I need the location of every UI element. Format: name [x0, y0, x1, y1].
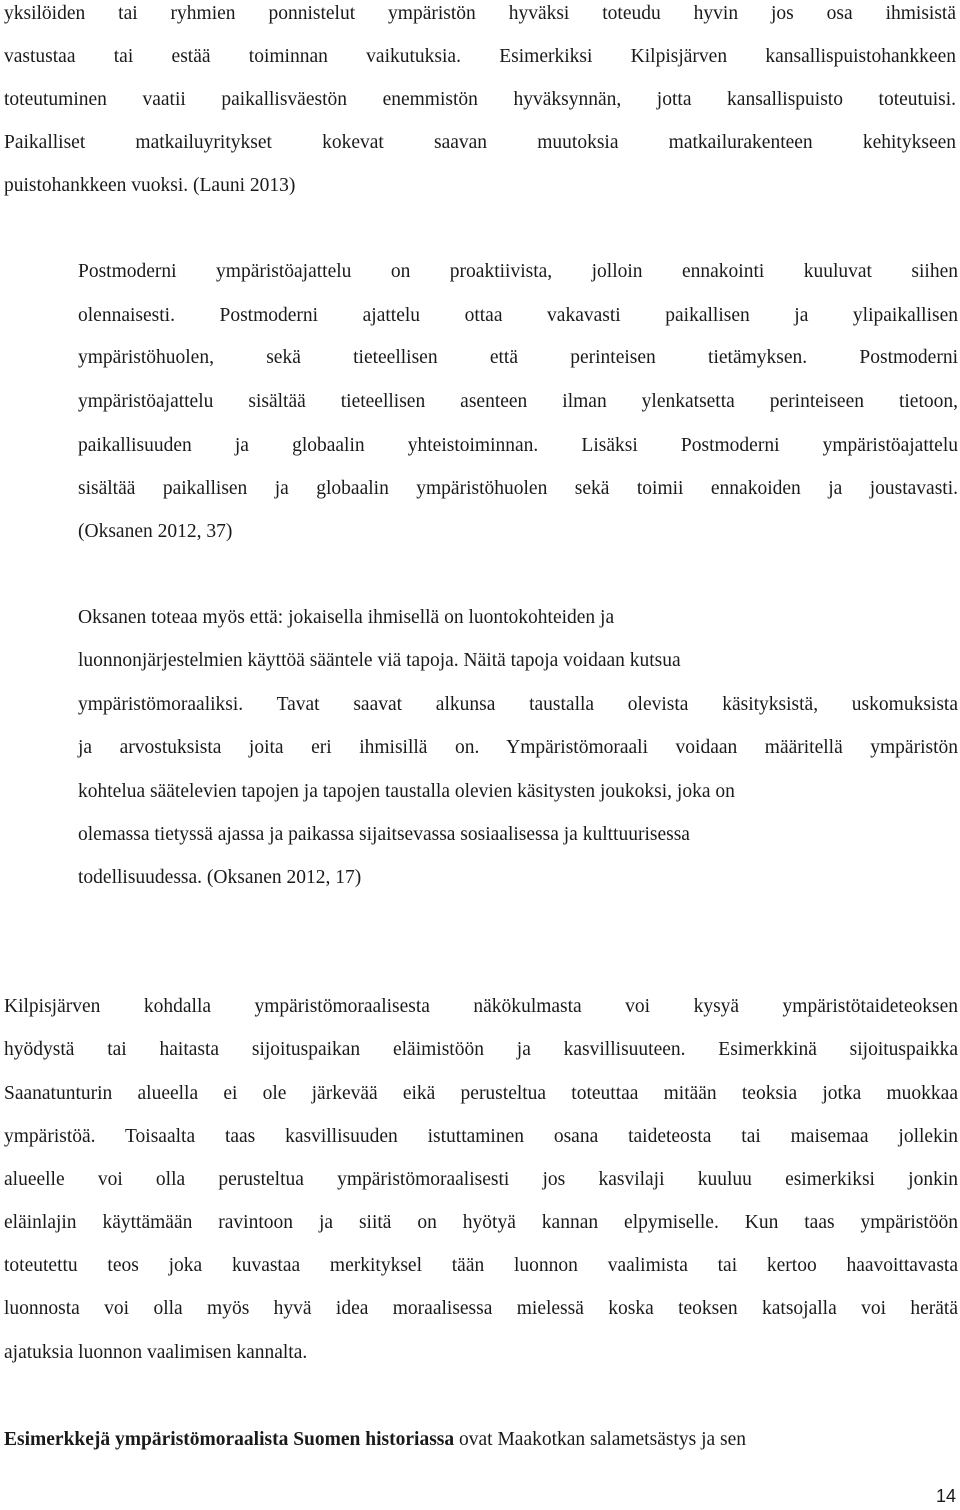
bold-heading-text: Esimerkkejä ympäristömoraalista Suomen historiassa	[4, 1429, 455, 1450]
text-line: puistohankkeen vuoksi. (Launi 2013)	[4, 175, 296, 196]
text-line: hyödystä tai haitasta sijoituspaikan eläimistöön ja kasvillisuuteen. Esimerkkinä sijoituspaikka	[4, 1039, 958, 1060]
text-line: yksilöiden tai ryhmien ponnistelut ympäristön hyväksi toteudu hyvin jos osa ihmisistä	[4, 3, 956, 24]
text-line: todellisuudessa. (Oksanen 2012, 17)	[78, 867, 362, 888]
final-line-rest: ovat Maakotkan salametsästys ja sen	[454, 1429, 747, 1450]
text-line: Postmoderni ympäristöajattelu on proaktiivista, jolloin ennakointi kuuluvat siihen	[78, 261, 958, 282]
text-line: eläinlajin käyttämään ravintoon ja siitä on hyötyä kannan elpymiselle. Kun taas ympäristöön	[4, 1212, 958, 1233]
final-line	[4, 1430, 958, 1450]
text-line: ja arvostuksista joita eri ihmisillä on. Ympäristömoraali voidaan määritellä ympäristön	[78, 737, 958, 758]
text-line: Paikalliset matkailuyritykset kokevat saavan muutoksia matkailurakenteen kehitykseen	[4, 132, 956, 153]
text-line: toteutuminen vaatii paikallisväestön enemmistön hyväksynnän, jotta kansallispuisto toteutuisi.	[4, 89, 956, 110]
text-line: paikallisuuden ja globaalin yhteistoiminnan. Lisäksi Postmoderni ympäristöajattelu	[78, 435, 958, 456]
text-line: ympäristömoraaliksi. Tavat saavat alkunsa taustalla olevista käsityksistä, uskomuksista	[78, 694, 958, 715]
text-line: Kilpisjärven kohdalla ympäristömoraalisesta näkökulmasta voi kysyä ympäristötaideteoksen	[4, 996, 958, 1017]
text-line: ympäristöä. Toisaalta taas kasvillisuuden istuttaminen osana taideteosta tai maisemaa jollekin	[4, 1126, 958, 1147]
text-line: ympäristöajattelu sisältää tieteellisen asenteen ilman ylenkatsetta perinteiseen tietoon,	[78, 391, 958, 412]
text-line: sisältää paikallisen ja globaalin ympäristöhuolen sekä toimii ennakoiden ja joustavasti.	[78, 478, 958, 499]
text-line: luonnonjärjestelmien käyttöä sääntele viä tapoja. Näitä tapoja voidaan kutsua	[78, 650, 681, 671]
text-line: ympäristöhuolen, sekä tieteellisen että perinteisen tietämyksen. Postmoderni	[78, 347, 958, 368]
page-number: 14	[935, 1486, 956, 1506]
text-line: (Oksanen 2012, 37)	[78, 521, 233, 542]
text-line: vastustaa tai estää toiminnan vaikutuksia. Esimerkiksi Kilpisjärven kansallispuistohankkeen	[4, 46, 956, 67]
text-line: kohtelua säätelevien tapojen ja tapojen taustalla olevien käsitysten joukoksi, joka on	[78, 781, 735, 802]
text-line: luonnosta voi olla myös hyvä idea moraalisessa mielessä koska teoksen katsojalla voi herätä	[4, 1298, 958, 1319]
text-line: ajatuksia luonnon vaalimisen kannalta.	[4, 1342, 308, 1363]
text-line: toteutettu teos joka kuvastaa merkityksel tään luonnon vaalimista tai kertoo haavoittavasta	[4, 1255, 958, 1276]
text-line: olemassa tietyssä ajassa ja paikassa sijaitsevassa sosiaalisessa ja kulttuurisessa	[78, 824, 690, 845]
text-line: alueelle voi olla perusteltua ympäristömoraalisesti jos kasvilaji kuuluu esimerkiksi jonkin	[4, 1169, 958, 1190]
text-line: Saanatunturin alueella ei ole järkevää eikä perusteltua toteuttaa mitään teoksia jotka muokkaa	[4, 1083, 958, 1104]
text-line: Oksanen toteaa myös että: jokaisella ihmisellä on luontokohteiden ja	[78, 607, 615, 628]
text-line: olennaisesti. Postmoderni ajattelu ottaa vakavasti paikallisen ja ylipaikallisen	[78, 305, 958, 326]
